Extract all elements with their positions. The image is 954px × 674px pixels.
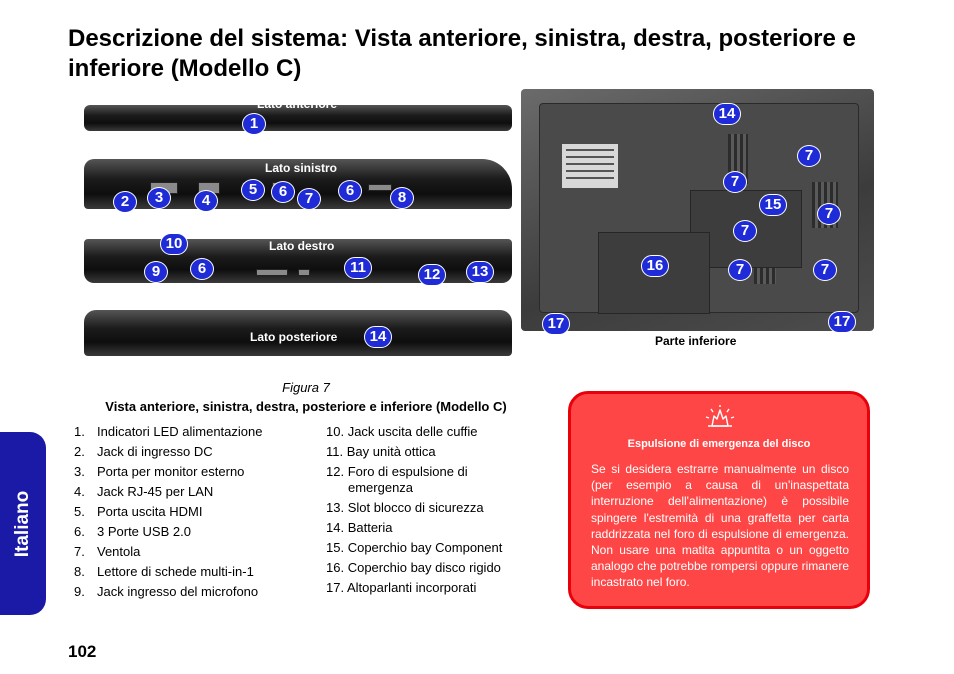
callout-badge: 7	[813, 259, 837, 281]
list-item: 1. Indicatori LED alimentazione	[74, 424, 263, 439]
bottom-view-label: Parte inferiore	[655, 334, 737, 348]
callout-badge: 16	[641, 255, 669, 277]
rear-view-label: Lato posteriore	[250, 330, 338, 344]
product-label-sticker	[562, 144, 618, 188]
callout-badge: 8	[390, 187, 414, 209]
legend-list-left	[74, 424, 304, 604]
optical-drive-button	[298, 269, 310, 276]
list-item: 5. Porta uscita HDMI	[74, 504, 203, 519]
callout-badge: 6	[338, 180, 362, 202]
bottom-view	[521, 89, 874, 331]
callout-badge: 17	[542, 313, 570, 335]
callout-badge: 4	[194, 190, 218, 212]
explosion-warning-icon	[704, 404, 736, 430]
list-item: 6. 3 Porte USB 2.0	[74, 524, 191, 539]
front-view	[84, 93, 512, 135]
optical-drive-bay	[256, 269, 288, 276]
language-label: Italiano	[12, 490, 33, 557]
list-item: 13. Slot blocco di sicurezza	[326, 500, 484, 515]
language-side-tab	[0, 432, 46, 615]
callout-badge: 17	[828, 311, 856, 333]
rear-view	[84, 306, 512, 358]
list-item: 12. Foro di espulsione di emergenza	[326, 464, 468, 495]
callout-badge: 6	[271, 181, 295, 203]
list-item: 2. Jack di ingresso DC	[74, 444, 213, 459]
page-number: 102	[68, 642, 97, 661]
left-view-label: Lato sinistro	[265, 161, 338, 175]
list-item: 9. Jack ingresso del microfono	[74, 584, 259, 599]
list-item: 4. Jack RJ-45 per LAN	[74, 484, 214, 499]
right-view-label: Lato destro	[269, 239, 335, 253]
callout-badge: 2	[113, 191, 137, 213]
bottom-view-image	[539, 103, 859, 313]
callout-badge: 7	[728, 259, 752, 281]
warning-title: Espulsione di emergenza del disco	[627, 438, 811, 450]
list-item: 14. Batteria	[326, 520, 393, 535]
callout-badge: 3	[147, 187, 171, 209]
callout-badge: 11	[344, 257, 372, 279]
page-title: Descrizione del sistema: Vista anteriore, sinistra, destra, posteriore e inferiore (Modello C)	[68, 25, 856, 82]
callout-badge: 13	[466, 261, 494, 283]
callout-badge: 7	[797, 145, 821, 167]
list-item: 10. Jack uscita delle cuffie	[326, 424, 478, 439]
figure-label: Figura 7	[282, 380, 330, 395]
list-item: 3. Porta per monitor esterno	[74, 464, 245, 479]
left-view	[84, 151, 512, 213]
callout-badge: 9	[144, 261, 168, 283]
callout-badge: 10	[160, 233, 188, 255]
list-item: 7. Ventola	[74, 544, 141, 559]
list-item: 8. Lettore di schede multi-in-1	[74, 564, 254, 579]
callout-badge: 5	[241, 179, 265, 201]
list-item: 15. Coperchio bay Component	[326, 540, 503, 555]
callout-badge: 7	[723, 171, 747, 193]
callout-badge: 6	[190, 258, 214, 280]
list-item: 17. Altoparlanti incorporati	[326, 580, 477, 595]
callout-badge: 1	[242, 113, 266, 135]
list-item: 16. Coperchio bay disco rigido	[326, 560, 501, 575]
warning-body: Se si desidera estrarre manualmente un disco (per esempio a causa di un'inaspettata interruzione dell'alimentazione) è possibile spingere l'estremità di una graffetta per carta raddrizzata nel foro di espulsione di emergenza. Non usare una matita appuntita o un oggetto analogo che potrebbe rompersi oppure rimanere incastrato nel foro.	[591, 462, 849, 590]
front-view-label: Lato anteriore	[257, 97, 338, 111]
callout-badge: 14	[713, 103, 741, 125]
callout-badge: 15	[759, 194, 787, 216]
legend-list-right	[326, 424, 526, 600]
callout-badge: 7	[733, 220, 757, 242]
emergency-eject-warning-box	[568, 391, 870, 609]
list-item: 11. Bay unità ottica	[326, 444, 436, 459]
right-view	[84, 227, 512, 289]
callout-badge: 12	[418, 264, 446, 286]
callout-badge: 14	[364, 326, 392, 348]
card-reader-slot	[368, 184, 392, 191]
callout-badge: 7	[817, 203, 841, 225]
callout-badge: 7	[297, 188, 321, 210]
figure-caption: Vista anteriore, sinistra, destra, posteriore e inferiore (Modello C)	[105, 399, 507, 414]
